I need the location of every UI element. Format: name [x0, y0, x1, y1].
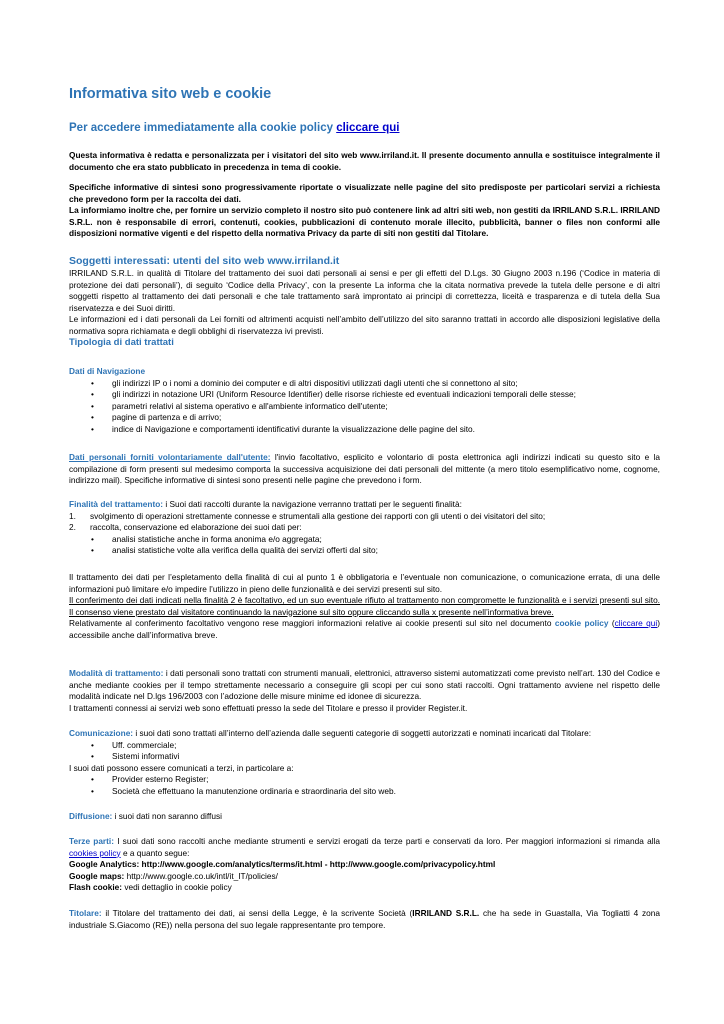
finalita-paragraph: Il trattamento dei dati per l’espletamento della finalità di cui al punto 1 è obbligatoria e l’eventuale non comunicazione, o comunicazione errata, di una delle informazioni può limitare e/o impedire l’utilizzo in pieno delle funzionalità e dei servizi presenti sul sito. [69, 572, 660, 594]
terze-parti-text: e a quanto segue: [120, 847, 190, 858]
cookie-policy-ref: cookie policy [554, 618, 609, 628]
list-number: 1. [69, 510, 76, 521]
list-item: • parametri relativi al sistema operativo e all'ambiente informatico dell'utente; [69, 401, 660, 413]
modalita-paragraph: I trattamenti connessi ai servizi web sono effettuati presso la sede del Titolare e presso il provider Register.it. [69, 702, 468, 713]
paragraph-text: ( [608, 618, 615, 628]
modalita-text: i dati personali sono trattati con strumenti manuali, elettronici, attraverso sistemi automatizzati come previsto nell’art. 130 del Codice e anche mediante cookies per il tempo strettamente necessario a conseguire gli scopi per cui sono stati raccolti. Ogni trattamento avviene nel rispetto delle modalità indicate nel D.lgs 196/2003 con l’adozione delle misure minime ed idonee di sicurezza. [69, 668, 660, 701]
dati-forniti-text: l'invio facoltativo, esplicito e volontario di posta elettronica agli indirizzi indicati su questo sito e la compilazione di form presenti sul medesimo comporta la successiva acquisizione dei dati personali del mittente (a mero titolo esemplificativo nome, cognome, indirizzo mail). Specifiche informative di sintesi sono presenti nelle pagine che prevedono i form. [69, 452, 660, 485]
list-item [69, 511, 660, 523]
list-item [69, 522, 660, 534]
intro-paragraph: Questa informativa è redatta e personalizzata per i visitatori del sito web www.irriland.it. Il presente documento annulla e sostituisce integralmente il documento che era stato pubblicato in precedenza in tema di cookie. [69, 150, 660, 172]
cookie-policy-subtitle [69, 122, 400, 134]
google-maps-line [69, 871, 660, 883]
terzi-list [69, 774, 660, 797]
finalita-text: i Suoi dati raccolti durante la navigazione verranno trattati per le seguenti finalità: [163, 499, 462, 509]
intro-section [69, 150, 660, 240]
google-maps-label: Google maps: [69, 870, 125, 881]
finalita-list [69, 511, 660, 534]
comunicazione-section [69, 728, 660, 797]
titolare-label: Titolare: [69, 908, 102, 918]
dati-forniti-label: Dati personali forniti volontariamente dall'utente: [69, 452, 271, 462]
subtitle-text: Per accedere immediatamente alla cookie policy [69, 122, 333, 134]
navigazione-list [69, 378, 660, 436]
company-name: IRRILAND S.R.L. [412, 908, 480, 918]
google-analytics-line [69, 859, 660, 871]
cookie-policy-link[interactable]: cliccare qui [336, 122, 400, 134]
flash-cookie-line [69, 882, 660, 894]
intro-paragraph: Specifiche informative di sintesi sono progressivamente riportate o visualizzate nelle pagine del sito predisposte per particolari servizi a richiesta che prevedono form per la raccolta dei dati. [69, 182, 660, 204]
tipologia-heading: Tipologia di dati trattati [69, 337, 174, 348]
comunicazione-paragraph [69, 728, 660, 740]
list-item: • analisi statistiche anche in forma anonima e/o aggregata; [69, 534, 660, 546]
google-analytics-label: Google Analytics: [69, 859, 140, 869]
finalita-section [69, 499, 660, 557]
list-item: • pagine di partenza e di arrivo; [69, 412, 660, 424]
flash-cookie-text: vedi dettaglio in cookie policy [122, 882, 232, 892]
finalita-sublist [69, 534, 660, 557]
terze-parti-text: I suoi dati sono raccolti anche mediante strumenti e servizi erogati da terze parti e conservati da loro. Per maggiori informazioni si rimanda alla [114, 836, 660, 846]
google-analytics-urls: http://www.google.com/analytics/terms/it.html - http://www.google.com/privacypolicy.html [139, 859, 496, 869]
terze-parti-section [69, 836, 660, 894]
comunicazione-list [69, 740, 660, 763]
soggetti-section [69, 255, 660, 349]
navigazione-heading: Dati di Navigazione [69, 366, 146, 376]
titolare-text: il Titolare del trattamento dei dati, ai sensi della Legge, è la scrivente Società ( [101, 908, 413, 918]
navigazione-section [69, 366, 660, 435]
list-number: 2. [69, 522, 76, 532]
list-item: • Provider esterno Register; [69, 774, 660, 786]
finalita-details [69, 572, 660, 641]
finalita-label: Finalità del trattamento: [69, 499, 164, 509]
titolare-text: che ha sede in Guastalla, Via Togliatti 4 zona industriale S.Giacomo (RE)) nella persona del suo legale rappresentante pro tempore. [69, 908, 660, 930]
diffusione-text: i suoi dati non saranno diffusi [112, 811, 222, 821]
comunicazione-paragraph: I suoi dati possono essere comunicati a terzi, in particolare a: [69, 762, 294, 773]
terze-parti-paragraph [69, 836, 660, 859]
finalita-paragraph: Il conferimento dei dati indicati nella finalità 2 è facoltativo, ed un suo eventuale rifiuto al trattamento non compromette le funzionalità e i servizi presenti sul sito. Il consenso viene prestato dal visitatore continuando la navigazione sul sito oppure cliccando sulla x presente nell’informativa breve. [69, 595, 660, 617]
soggetti-heading: Soggetti interessati: utenti del sito web www.irriland.it [69, 255, 340, 267]
list-item: • gli indirizzi IP o i nomi a dominio dei computer e di altri dispositivi utilizzati dagli utenti che si connettono al sito; [69, 378, 660, 390]
list-item: • Sistemi informativi [69, 751, 660, 763]
cookies-policy-link[interactable]: cookies policy [69, 847, 121, 858]
modalita-paragraph [69, 668, 660, 703]
intro-paragraph: La informiamo inoltre che, per fornire un servizio completo il nostro sito può contenere link ad altri siti web, non gestiti da IRRILAND S.R.L. IRRILAND S.R.L. non è responsabile di errori, contenuti, cookies, pubblicazioni di contenuto morale illecito, pubblicità, banner o files non conformi alle disposizioni normative vigenti e del rispetto della normativa Privacy da parte di siti non gestiti dal Titolare. [69, 205, 660, 238]
paragraph-text: Relativamente al conferimento facoltativo vengono rese maggiori informazioni relative ai cookie presenti sul sito nel documento [69, 618, 555, 628]
finalita-intro [69, 499, 660, 511]
list-item: • analisi statistiche volte alla verifica della qualità dei servizi offerti dal sito; [69, 545, 660, 557]
list-item: • gli indirizzi in notazione URI (Uniform Resource Identifier) delle risorse richieste ed eventuali indicazioni temporali delle stesse; [69, 389, 660, 401]
comunicazione-label: Comunicazione: [69, 728, 134, 738]
diffusione-label: Diffusione: [69, 811, 113, 821]
soggetti-paragraph: Le informazioni ed i dati personali da Lei forniti od altrimenti acquisti nell’ambito dell’utilizzo del sito saranno trattati in accordo alle disposizioni legislative della normativa sopra richiamata e degli obblighi di riservatezza ivi previsti. [69, 314, 660, 336]
comunicazione-text: i suoi dati sono trattati all’interno dell’azienda dalle seguenti categorie di soggetti autorizzati e nominati incaricati dal Titolare: [133, 728, 592, 738]
finalita-paragraph [69, 618, 660, 641]
list-item: • indice di Navigazione e comportamenti identificativi durante la visualizzazione delle pagine del sito. [69, 424, 660, 436]
list-item: • Uff. commerciale; [69, 740, 660, 752]
modalita-section [69, 668, 660, 714]
terze-parti-label: Terze parti: [69, 836, 114, 846]
page-title: Informativa sito web e cookie [69, 86, 272, 102]
google-maps-url: http://www.google.co.uk/intl/it_IT/policies/ [124, 870, 278, 881]
cliccare-qui-link[interactable]: cliccare qui [614, 618, 658, 628]
diffusione-paragraph [69, 811, 660, 823]
modalita-label: Modalità di trattamento: [69, 668, 164, 678]
dati-forniti-paragraph [69, 452, 660, 487]
list-item: • Società che effettuano la manutenzione ordinaria e straordinaria del sito web. [69, 786, 660, 798]
paragraph-text: ) accessibile anche dall’informativa breve. [69, 618, 660, 640]
titolare-paragraph [69, 908, 660, 931]
list-item-text: svolgimento di operazioni strettamente connesse e strumentali alla gestione dei rapporti con gli utenti o dei visitatori del sito; [90, 510, 546, 521]
soggetti-paragraph: IRRILAND S.R.L. in qualità di Titolare del trattamento dei suoi dati personali ai sensi e per gli effetti del D.Lgs. 30 Giugno 2003 n.196 (‘Codice in materia di protezione dei dati personali’), di seguito ‘Codice della Privacy’, con la presente La informa che la citata normativa prevede la tutela delle persone e di altri soggetti rispetto al trattamento dei dati personali e che tale trattamento sarà improntato ai principi di correttezza, liceità e trasparenza e di tutela della Sua riservatezza e dei Suoi diritti. [69, 268, 660, 313]
list-item-text: raccolta, conservazione ed elaborazione dei suoi dati per: [90, 522, 302, 532]
flash-cookie-label: Flash cookie: [69, 882, 123, 892]
